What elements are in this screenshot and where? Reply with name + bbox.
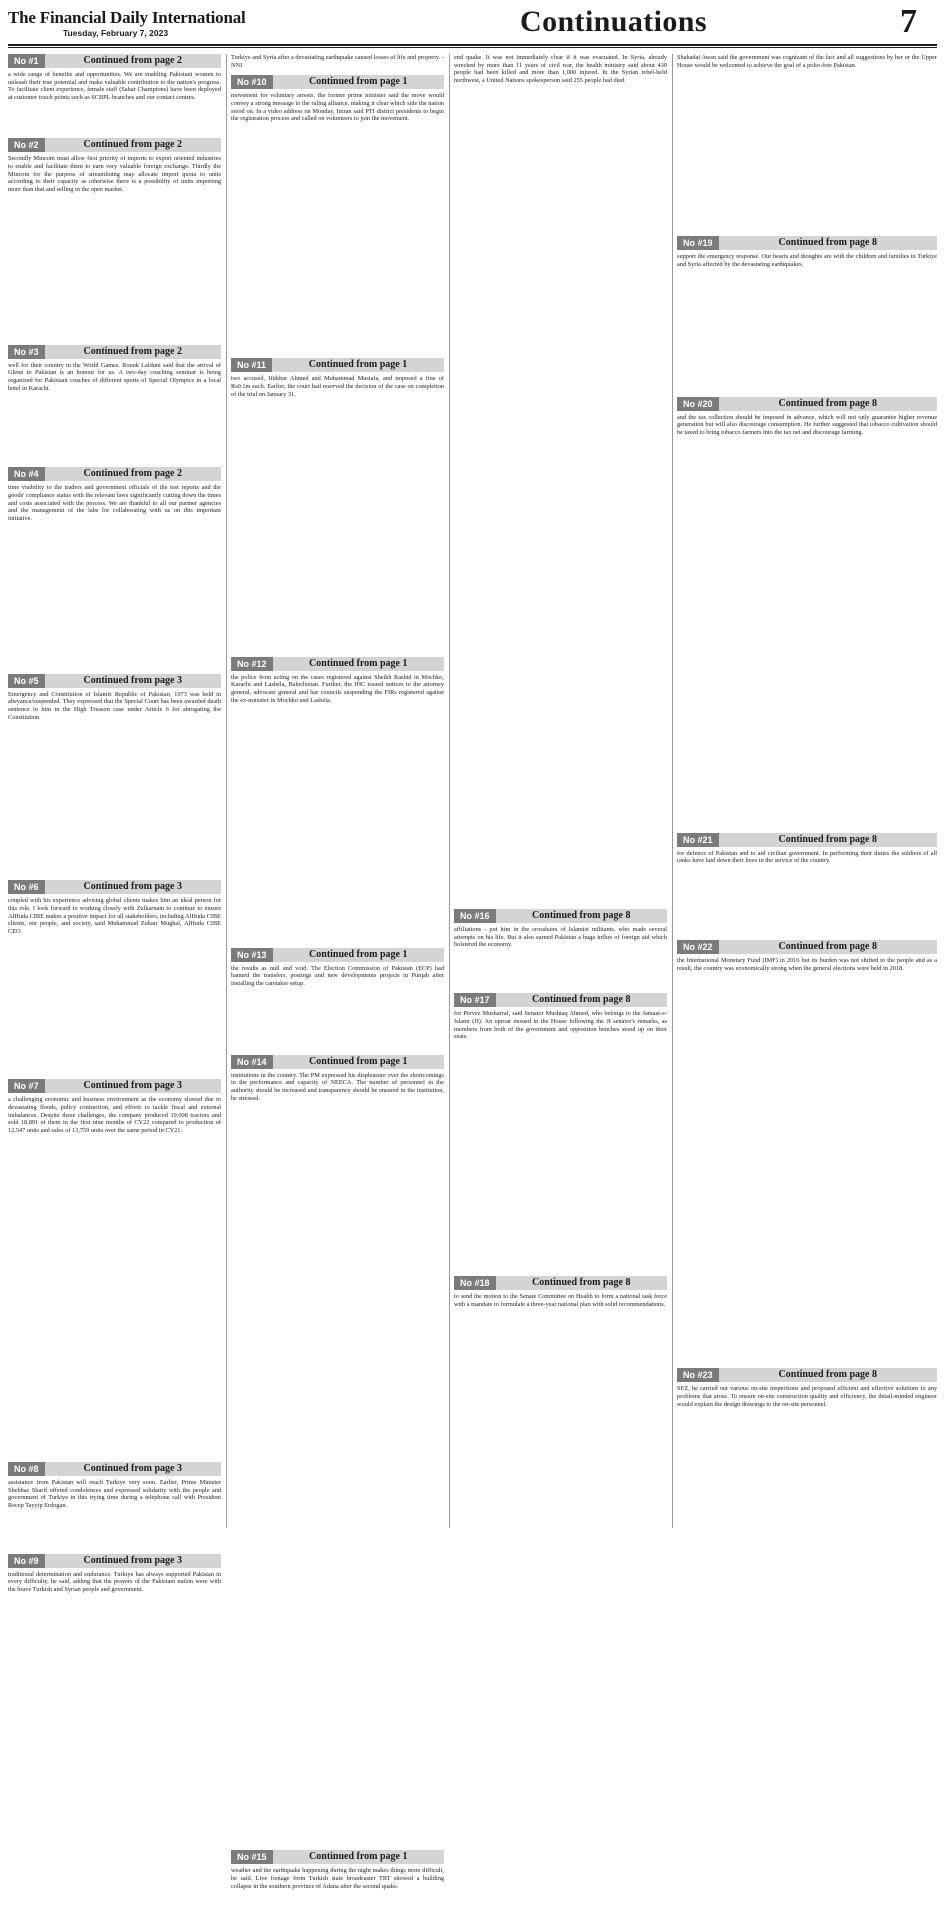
article-body-text [454,1010,667,1270]
article-body-text [8,691,221,875]
article-body-text [8,1096,221,1456]
article-body-text [8,897,221,1073]
masthead [8,8,268,44]
article-lead-text: a wide range of benefits and opportunities. We are enabling Pakistani women to unleash their true potential and make valuable contribution to the nation's progress. To facilitate client experience, female staff (Sahar Champions) have been deployed at customer touch points such as SCBPL branches and our contact centres. [8,71,221,101]
continued-from-label: Continued from page 8 [778,236,877,248]
article-body-text [231,1867,444,1905]
continuation-header [8,674,221,688]
article-body-text [677,1385,937,1484]
article-number-badge: No #4 [8,467,45,481]
article-body-text [8,71,221,132]
article-number-badge: No #14 [231,1055,273,1069]
article-body-text [454,54,667,903]
article-number-badge: No #5 [8,674,45,688]
article-continuation [231,1055,444,1845]
article-lead-text: coupled with his experience advising global clients makes him an ideal person for this role. I look forward to working closely with Zulkarnain to continue to ensure AlHuda CIBE makes a positive impact for all stakeholders, including AlHuda CIBE clients, our people, and society, said Muhammad Zubair Mughal, AlHuda CIBE CEO. [8,897,221,936]
continued-from-label: Continued from page 1 [309,657,408,669]
article-number-badge: No #23 [677,1368,719,1382]
continued-from-label: Continued from page 8 [778,1369,877,1381]
article-continuation [677,1368,937,1484]
article-number-badge: No #22 [677,940,719,954]
article-continuation [454,909,667,987]
continuation-header [454,909,667,923]
article-lead-text: the police from acting on the cases registered against Sheikh Rashid in Mochko, Karachi and Lasbela, Balochistan. Further, the IHC issued notices to the attorney general, advocate general and bar councils suspending the FIRs registered against the ex-minister in Mochko and Lasbela. [231,673,444,704]
continuation-header [8,1079,221,1093]
article-continuation [8,345,221,461]
section-title: Continuations [520,5,707,38]
article-number-badge: No #17 [454,993,496,1007]
article-continuation [231,54,444,69]
continuation-header [231,1850,444,1864]
continuation-header [454,993,667,1007]
article-continuation [231,358,444,650]
continued-from-label: Continued from page 3 [83,1080,182,1092]
article-continuation [8,1462,221,1548]
continuation-header [231,657,444,671]
article-lead-text: two accused, Iftikhar Ahmed and Muhammad Mustafa, and imposed a fine of Rs0.1m each. Earlier, the court had reserved the decision of the case on completion of the trial on January 31. [231,375,444,398]
continuation-header [8,138,221,152]
article-lead-text: support the emergency response. Our hearts and thoughts are with the children and families in Turkiye and Syria affected by the devastating earthquakes. [677,252,937,268]
column-2 [231,54,444,1890]
article-continuation [677,54,937,230]
continuation-header [677,940,937,954]
column-divider [226,54,227,1528]
article-lead-text: weather and the earthquake happening during the night makes things more difficult, he said. Live footage from Turkish state broadcaster TRT showed a building collapse in the southern province of Adana after the second quake. [231,1867,444,1890]
article-body-text [677,253,937,391]
article-lead-text: SEZ, he carried out various on-site inspections and proposed efficient and effective solutions to any problems that arose. To ensure on-site construction quality and efficiency, the detail-minded engineer would explain the design drawings to the on-site personnel. [677,1385,937,1408]
article-lead-text: well for their country in the World Games. Rouuk Lalduni said that the arrival of Glenn to Pakistan is an honour for us. A two-day coaching seminar is being organized for Pakistani coaches of different sports of Special Olympics in a local hotel in Karachi. [8,361,221,392]
article-body-text [8,1571,221,1648]
continuation-header [231,358,444,372]
article-number-badge: No #13 [231,948,273,962]
continuation-header [8,467,221,481]
column-divider [449,54,450,1528]
continuation-header [677,833,937,847]
article-body-text [8,484,221,668]
continuation-header [231,1055,444,1069]
continued-from-label: Continued from page 3 [83,1462,182,1474]
article-body-text [8,362,221,461]
continued-from-label: Continued from page 3 [83,881,182,893]
continued-from-label: Continued from page 3 [83,674,182,686]
continuation-header [231,948,444,962]
article-body-text [677,850,937,934]
continued-from-label: Continued from page 8 [778,833,877,845]
article-lead-text: to send the motion to the Senate Committee on Health to form a national task force with a mandate to formulate a three-year national plan with solid recommendations. [454,1293,667,1309]
article-body-text [231,1072,444,1845]
article-lead-text: the results as null and void. The Election Commission of Pakistan (ECP) had banned the transfers, postings and new developments projects in Punjab after installing the caretaker setup. [231,964,444,987]
article-lead-text: Shahadat Awan said the government was cognizant of the fact and all suggestions by her or the Upper House would be welcomed to achieve the goal of a polio-free Pakistan. [677,54,937,69]
article-body-text [231,674,444,942]
continuation-header [8,880,221,894]
issue-date: Tuesday, February 7, 2023 [63,28,169,38]
article-continuation [8,1079,221,1456]
article-lead-text: institutions in the country. The PM expressed his displeasure over the shortcomings in the performance and capacity of NEECA. The number of personnel in the authority should be increased and transparency should be ensured in the institution, he stressed. [231,1071,444,1102]
article-number-badge: No #18 [454,1276,496,1290]
article-body-text [677,414,937,827]
continued-from-label: Continued from page 1 [308,359,408,371]
article-continuation [8,674,221,875]
page-number: 7 [900,3,917,40]
article-continuation [454,1276,667,1500]
column-4 [677,54,937,1528]
continuation-header [8,1554,221,1568]
article-lead-text: Turkiye and Syria after a devastating earthquake caused losses of life and property. - NNI [231,54,444,69]
continuation-header [677,397,937,411]
article-body-text [231,92,444,352]
article-number-badge: No #2 [8,138,45,152]
article-number-badge: No #21 [677,833,719,847]
continued-from-label: Continued from page 8 [532,994,631,1006]
continued-from-label: Continued from page 8 [532,910,631,922]
article-body-text [231,54,444,69]
column-divider [672,54,673,1528]
article-continuation [231,657,444,942]
article-continuation [8,138,221,339]
article-continuation [231,948,444,1049]
article-continuation [677,236,937,391]
article-body-text [231,375,444,650]
article-lead-text: for Pervez Musharraf, said Senator Mushtaq Ahmed, who belongs to the Jamaat-e-Islami (JI). An uproar ensued in the House following the JI senator's remarks, as members from both of the government and opposition benches stood up on their seats. [454,1010,667,1041]
column-3 [454,54,667,1528]
article-continuation [231,1850,444,1905]
newspaper-name: The Financial Daily International [8,8,246,27]
article-lead-text: the International Monetary Fund (IMF) in 2016 but its burden was not shifted to the people and as a result, the country was economically strong when the general elections were held in 2018. [677,956,937,972]
article-number-badge: No #19 [677,236,719,250]
continuation-header [231,75,444,89]
article-lead-text: Secondly Mincom must allow first priority of imports to export oriented industries to enable and facilitate them to earn very valuable foreign exchange. Thirdly the Mincom for the purpose of streamlining may allocate import quota to units according to their capacity as otherwise there is a possibility of units importing more than that and selling in the open market. [8,155,221,193]
continued-from-label: Continued from page 1 [309,1055,408,1067]
article-continuation [8,880,221,1073]
continuation-header [8,54,221,68]
article-body-text [677,54,937,230]
continuation-header [454,1276,667,1290]
article-lead-text: for defence of Pakistan and to aid civilian government. In performing their duties the soldiers of all ranks have laid down their lives in the service of the country. [677,849,937,865]
article-number-badge: No #1 [8,54,45,68]
continued-from-label: Continued from page 2 [83,345,182,357]
article-body-text [677,957,937,1362]
column-1 [8,54,221,1594]
article-body-text [8,155,221,339]
article-number-badge: No #11 [231,358,272,372]
continued-from-label: Continued from page 2 [83,55,182,66]
article-lead-text: time visibility to the traders and government officials of the test reports and the goods' compliance status with the relevant laws significantly cutting down the times and costs associated with the process. We are thankful to all our partner agencies and the management of the labs for collaborating with us on this important initiative. [8,484,221,522]
article-continuation [8,54,221,132]
article-number-badge: No #8 [8,1462,45,1476]
continued-from-label: Continued from page 1 [309,1851,408,1863]
article-continuation [8,467,221,668]
article-continuation [454,54,667,903]
article-lead-text: end quake. It was not immediately clear if it was evacuated. In Syria, already wrecked by more than 11 years of civil war, the health ministry said about 430 people had been killed and more than 1,000 injured. In the Syrian rebel-held northwest, a United Nations spokesperson said 255 people had died. [454,54,667,84]
article-continuation [677,940,937,1362]
continued-from-label: Continued from page 8 [778,397,877,409]
article-number-badge: No #6 [8,880,45,894]
article-lead-text: traditional determination and endurance. Turkiye has always supported Pakistan in every difficulty, he said, adding that the prayers of the Pakistani nation were with the brave Turkish and Syrian people and government. [8,1570,221,1594]
article-continuation [231,75,444,352]
article-lead-text: affiliations - put him in the crosshairs of Islamist militants, who made several attempts on his life. But it also earned Pakistan a huge influx of foreign aid which bolstered the economy. [454,926,667,949]
article-number-badge: No #16 [454,909,496,923]
article-continuation [454,993,667,1270]
continued-from-label: Continued from page 8 [532,1277,631,1289]
article-body-text [454,1293,667,1500]
continuation-header [8,1462,221,1476]
article-lead-text: a challenging economic and business environment as the economy slowed due to devastating floods, policy contraction, and efforts to tackle fiscal and external imbalances. Despite these challenges, the company produced 19,008 tractors and sold 18,891 of them in the first nine months of CY22 compared to production of 12,547 units and sales of 13,759 units over the same period in CY21. [8,1096,221,1134]
article-number-badge: No #9 [8,1554,45,1568]
article-number-badge: No #20 [677,397,719,411]
article-continuation [677,397,937,827]
continued-from-label: Continued from page 1 [309,948,408,960]
continued-from-label: Continued from page 2 [83,468,182,480]
article-number-badge: No #7 [8,1079,45,1093]
continuation-header [677,1368,937,1382]
article-lead-text: movement for voluntary arrests, the former prime minister said the move would convey a strong message to the ruling alliance, making it clear which side the nation stood on. In a video address on Monday, Imran said PTI district presidents to begin the registration process and called on volunteers to join the movement. [231,92,444,123]
article-body-text [231,965,444,1049]
continuation-header [8,345,221,359]
article-number-badge: No #15 [231,1850,273,1864]
article-lead-text: and the tax collection should be imposed in advance, which will not only guarantee higher revenue generation but will also discourage consumption. He further suggested that tobacco cultivation should be taxed to bring tobacco farmers into the tax net and discourage farming. [677,413,937,436]
article-lead-text: Emergency and Constitution of Islamic Republic of Pakistan, 1973 was held in abeyance/suspended. They expressed that the Special Court has been awarded death sentence to him in the High Treason case under Article 6 for abrogating the Constitution. [8,690,221,721]
continued-from-label: Continued from page 8 [778,940,877,952]
article-continuation [8,1554,221,1648]
article-number-badge: No #10 [231,75,273,89]
article-number-badge: No #12 [231,657,273,671]
continued-from-label: Continued from page 3 [83,1554,182,1566]
article-number-badge: No #3 [8,345,45,359]
continued-from-label: Continued from page 1 [309,76,408,88]
article-body-text [454,926,667,987]
header-rule [8,44,937,46]
article-continuation [677,833,937,934]
article-body-text [8,1479,221,1548]
article-lead-text: assistance from Pakistan will reach Turkiye very soon. Earlier, Prime Minister Shehbaz Sharif offered condolences and expressed solidarity with the people and government of Turkiye in this trying time during a telephone call with President Recep Tayyip Erdogan. [8,1478,221,1509]
continuation-header [677,236,937,250]
continued-from-label: Continued from page 2 [83,139,182,151]
header-rule-thin [8,47,937,48]
